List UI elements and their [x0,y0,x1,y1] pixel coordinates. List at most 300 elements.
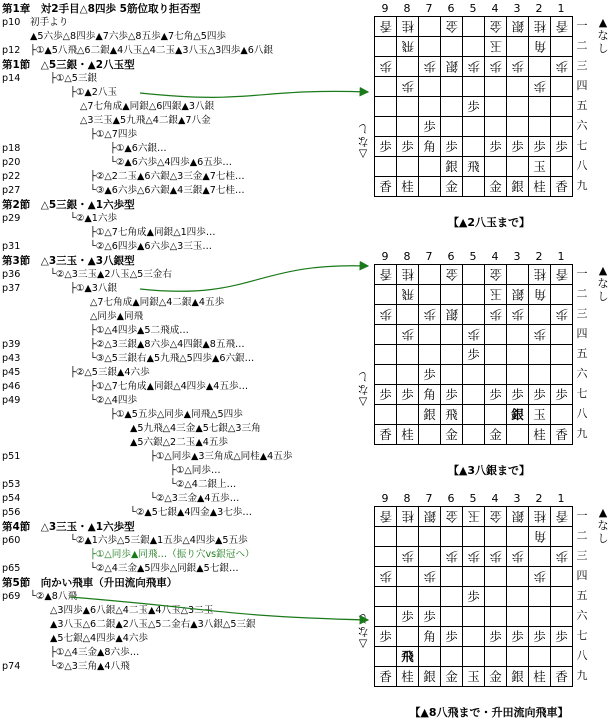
board-square: 金 [441,425,463,445]
board-square: 金 [441,177,463,197]
board-square: 銀 [507,285,529,305]
shogi-board [357,492,609,690]
board-square [419,265,441,285]
rank-label: 二 [576,39,588,52]
board-square: 歩 [529,567,551,587]
board-square [397,117,419,137]
board-square: 歩 [529,627,551,647]
board-square: 香 [551,17,573,37]
board-square [463,647,485,667]
board-square [551,567,573,587]
rank-label: 六 [576,609,588,622]
rank-label: 二 [576,287,588,300]
board-square: 玉 [463,667,485,687]
board-square [507,365,529,385]
board-square: 歩 [419,567,441,587]
board-square [419,587,441,607]
board-square [441,607,463,627]
board-square: 玉 [529,157,551,177]
board-square: 歩 [551,547,573,567]
board-square: 玉 [485,285,507,305]
hand-char: △ [358,396,368,409]
board-square [419,345,441,365]
sente-hand [596,16,610,55]
section-heading: 第2節 △5三銀・▲1六歩型 [2,199,135,211]
variation-line: └②△4二銀上… [170,479,237,490]
page-ref: p20 [2,157,21,168]
board-square [485,567,507,587]
board-square: 銀 [419,507,441,527]
board-square [463,177,485,197]
gote-hand [356,122,370,161]
variation-line: ├①△同歩▲3三角成△同桂▲4五歩 [150,451,293,462]
shogi-board [357,2,609,200]
rank-labels [575,16,589,196]
board-square [551,37,573,57]
board-square: 飛 [397,647,419,667]
board-square [551,527,573,547]
file-label: 1 [557,492,565,505]
board-square [507,325,529,345]
board-caption: 【▲8八飛まで・升田流向飛車】 [409,706,569,719]
board-square [397,97,419,117]
board-square: 銀 [507,405,529,425]
variation-line: ▲3八玉△6二銀▲2八玉△5二金右▲3八銀△5三銀 [50,619,256,630]
page-ref: p27 [2,185,21,196]
board-square: 歩 [507,627,529,647]
board-square [551,607,573,627]
board-square: 金 [441,265,463,285]
board-square: 香 [375,17,397,37]
board-square [375,607,397,627]
rank-label: 七 [576,139,588,152]
board-square [375,587,397,607]
variation-line: └②△3三玉▲2八玉△5三金右 [50,269,172,280]
rank-label: 三 [576,549,588,562]
file-label: 5 [469,492,477,505]
variation-line: └②▲1六歩△5三銀▲1五歩△4四歩▲5五歩 [70,535,248,546]
variation-line: ▲5六銀△2二玉▲4五歩 [130,437,229,448]
board-square [397,305,419,325]
board-square [485,647,507,667]
board-square: 桂 [529,177,551,197]
board-square [375,345,397,365]
board-square: 銀 [419,405,441,425]
board-square [375,405,397,425]
board-square: 桂 [529,17,551,37]
board-square [463,37,485,57]
board-square: 金 [485,265,507,285]
board-square: 角 [419,627,441,647]
board-square: 歩 [375,627,397,647]
file-label: 7 [425,492,433,505]
variation-line: △7七角成▲同銀△4二銀▲4五歩 [90,297,225,308]
page-ref: p10 [2,17,21,28]
rank-label: 六 [576,367,588,380]
page-ref: p60 [2,535,21,546]
board-square [441,365,463,385]
hand-char: し [357,370,369,383]
board-square [419,37,441,57]
section-heading: 第4節 △3三玉・▲1六歩型 [2,521,135,533]
board-square [507,425,529,445]
board-square: 歩 [551,137,573,157]
variation-line: ├①▲6六銀… [110,143,167,154]
variation-line: └②△3三金▲4五歩… [150,493,240,504]
board-square [485,117,507,137]
board-square [375,117,397,137]
file-label: 2 [535,250,543,263]
board-square [551,77,573,97]
board-square: 玉 [485,37,507,57]
page-ref: p65 [2,563,21,574]
file-label: 1 [557,250,565,263]
board-square [397,527,419,547]
board-square: 香 [551,425,573,445]
board-square [551,365,573,385]
page-ref: p39 [2,339,21,350]
board-square: 歩 [485,627,507,647]
variation-line: △3三玉▲5九飛△4二銀▲7八金 [80,115,211,126]
variation-line: ├②△2二玉▲6六銀△3三金▲7七桂… [90,171,245,182]
rank-label: 七 [576,387,588,400]
board-square [397,365,419,385]
file-label: 4 [491,492,499,505]
board-square [419,547,441,567]
board-square: 銀 [507,177,529,197]
board-square: 歩 [463,325,485,345]
board-square [463,527,485,547]
board-square [419,77,441,97]
variation-line: ├②△5三銀▲4六歩 [70,367,150,378]
board-square [419,527,441,547]
board-square: 桂 [529,425,551,445]
page-ref: p51 [2,451,21,462]
board-square [529,607,551,627]
board-square [551,117,573,137]
board-grid [374,264,573,445]
board-square: 歩 [419,305,441,325]
board-square: 桂 [529,507,551,527]
board-square: 玉 [529,405,551,425]
variation-line: ├①△7四歩 [90,129,138,140]
variation-line: ├①▲5五歩△同歩▲同飛△5四歩 [110,409,243,420]
board-square: 歩 [507,385,529,405]
variation-line: └②△4四歩 [90,395,138,406]
board-square: 歩 [485,137,507,157]
board-square: 歩 [529,385,551,405]
rank-label: 五 [576,589,588,602]
board-square: 香 [375,425,397,445]
board-square [463,137,485,157]
board-square [507,567,529,587]
file-label: 2 [535,492,543,505]
board-square [419,97,441,117]
variation-line: └②△4三金▲5四歩△同銀▲5七銀… [90,563,239,574]
board-square: 桂 [397,507,419,527]
board-square: 角 [529,37,551,57]
file-label: 3 [513,2,521,15]
file-labels [374,250,574,264]
board-square [551,345,573,365]
rank-label: 八 [576,159,588,172]
board-square: 歩 [529,77,551,97]
hand-char: ▲ [598,506,608,519]
board-square: 歩 [485,305,507,325]
board-square: 香 [375,177,397,197]
board-square: 飛 [463,157,485,177]
file-label: 4 [491,250,499,263]
board-square [551,325,573,345]
board-square: 歩 [485,57,507,77]
page-ref: p49 [2,395,21,406]
variation-line: ├①△4四歩▲5二飛成… [90,325,189,336]
board-square: 香 [551,177,573,197]
board-square [397,567,419,587]
board-square: 歩 [529,137,551,157]
board-square: 歩 [485,385,507,405]
hand-char: な [597,519,609,532]
rank-label: 三 [576,307,588,320]
page-ref: p37 [2,283,21,294]
board-square: 金 [485,177,507,197]
board-square: 香 [375,667,397,687]
file-label: 3 [513,250,521,263]
board-square: 歩 [463,587,485,607]
variation-line: └②▲1六歩 [70,213,118,224]
hand-char: △ [358,148,368,161]
board-square: 桂 [529,667,551,687]
rank-label: 一 [576,509,588,522]
board-square [551,157,573,177]
file-label: 3 [513,492,521,505]
board-square [485,325,507,345]
section-heading: 第1節 △5三銀・▲2八玉型 [2,59,135,71]
hand-char: な [357,135,369,148]
board-square: 歩 [397,607,419,627]
board-square [551,285,573,305]
hand-char: △ [358,638,368,651]
board-square [419,325,441,345]
page-ref: p14 [2,73,21,84]
board-square: 桂 [397,17,419,37]
file-label: 4 [491,2,499,15]
variation-line: △3四歩▲6八銀△4二玉▲4八玉△3二玉 [50,605,214,616]
board-square [375,77,397,97]
board-square [463,627,485,647]
rank-label: 六 [576,119,588,132]
board-square [397,627,419,647]
board-square [375,285,397,305]
board-square [397,157,419,177]
board-square: 歩 [485,547,507,567]
file-label: 6 [447,2,455,15]
page-ref: p53 [2,479,21,490]
gote-hand [356,370,370,409]
board-square: 歩 [441,627,463,647]
sente-hand [596,506,610,545]
rank-label: 四 [576,79,588,92]
board-square [485,587,507,607]
board-square: 銀 [441,57,463,77]
board-square [397,587,419,607]
page-ref: p56 [2,507,21,518]
board-square: 歩 [419,117,441,137]
board-square: 金 [441,507,463,527]
board-square [485,345,507,365]
board-square [485,365,507,385]
page-ref: p54 [2,493,21,504]
file-labels [374,2,574,16]
board-square: 金 [485,17,507,37]
board-square: 歩 [375,567,397,587]
board-square [485,527,507,547]
board-square: 歩 [397,77,419,97]
page-ref: p31 [2,241,21,252]
board-square [485,157,507,177]
board-square: 歩 [397,137,419,157]
hand-char: な [597,277,609,290]
board-square: 飛 [441,405,463,425]
variation-line: ▲5六歩△8四歩▲7六歩△8五歩▲7七角△5四歩 [30,31,227,42]
variation-line: ├①△7七角成▲同銀△4四歩▲4五歩… [90,381,249,392]
rank-label: 七 [576,629,588,642]
board-square [419,647,441,667]
section-heading: 第1章 対2手目△8四歩 5筋位取り拒否型 [2,3,201,15]
page-ref: p43 [2,353,21,364]
board-square: 金 [485,667,507,687]
board-square [529,305,551,325]
rank-labels [575,506,589,686]
board-square [507,77,529,97]
board-grid [374,506,573,687]
board-square: 歩 [507,305,529,325]
board-square [397,405,419,425]
rank-label: 四 [576,569,588,582]
rank-label: 九 [576,669,588,682]
page-ref: p46 [2,381,21,392]
variation-line: ├①△5三銀 [50,73,98,84]
gote-hand [356,612,370,651]
hand-char: ▲ [598,16,608,29]
board-square: 香 [551,265,573,285]
rank-label: 八 [576,649,588,662]
variation-line: ├①▲3八銀 [70,283,118,294]
board-square [463,285,485,305]
board-square [375,547,397,567]
board-square: 香 [375,265,397,285]
variation-line: ├①△同歩▲同飛…（振り穴vs銀冠へ） [90,549,255,560]
board-square: 桂 [397,425,419,445]
page-ref: p36 [2,269,21,280]
board-square [507,587,529,607]
rank-label: 一 [576,19,588,32]
board-square: 歩 [441,137,463,157]
variation-line: ├①△4三金▲8六歩… [50,647,140,658]
board-square [507,527,529,547]
file-label: 9 [381,2,389,15]
rank-label: 五 [576,99,588,112]
board-square: 桂 [397,265,419,285]
board-square: 歩 [463,547,485,567]
hand-char: ▲ [598,264,608,277]
board-square: 銀 [441,157,463,177]
board-square [441,97,463,117]
file-label: 5 [469,2,477,15]
board-square [375,157,397,177]
board-square: 香 [551,667,573,687]
board-square [463,607,485,627]
board-square [507,37,529,57]
board-square: 角 [419,137,441,157]
variation-line: 初手より [30,17,69,28]
board-square [463,425,485,445]
board-square: 歩 [507,57,529,77]
board-square: 銀 [507,17,529,37]
rank-label: 九 [576,427,588,440]
page-ref: p18 [2,143,21,154]
variation-line: ├②△3三銀▲8六歩△4四銀▲8五飛… [90,339,245,350]
variation-line: ├①△7七角成▲同銀△1四歩… [90,227,216,238]
hand-char: な [357,625,369,638]
board-square [507,345,529,365]
board-square [419,177,441,197]
sente-hand [596,264,610,303]
board-square [529,365,551,385]
rank-label: 二 [576,529,588,542]
shogi-board [357,250,609,448]
board-caption: 【▲2八玉まで】 [447,216,531,229]
board-square: 歩 [507,137,529,157]
board-square [397,345,419,365]
file-label: 1 [557,2,565,15]
file-label: 7 [425,250,433,263]
board-square [551,97,573,117]
board-square: 歩 [507,547,529,567]
board-square [463,265,485,285]
variation-line: └③▲6六歩△6六銀▲4三銀▲7七桂… [90,185,245,196]
board-square: 歩 [397,325,419,345]
board-square [463,385,485,405]
board-square [463,567,485,587]
board-square: 歩 [397,385,419,405]
variation-line: ├①△同歩… [170,465,221,476]
board-square [529,117,551,137]
section-heading: 第3節 △3三玉・▲3八銀型 [2,255,135,267]
board-square [507,265,529,285]
board-square [419,285,441,305]
board-square [419,17,441,37]
board-square [507,607,529,627]
board-square: 桂 [397,177,419,197]
variation-line: △同歩▲同飛 [90,311,144,322]
rank-label: 九 [576,179,588,192]
board-square [375,527,397,547]
board-square: 歩 [529,325,551,345]
page-ref: p22 [2,171,21,182]
page-ref: p45 [2,367,21,378]
board-square: 歩 [463,97,485,117]
board-square [507,157,529,177]
board-square: 歩 [375,57,397,77]
board-square [463,17,485,37]
variation-line: ▲5七銀△4四歩▲4六歩 [50,633,149,644]
variation-line: └②▲8八飛 [30,591,78,602]
board-square: 歩 [463,345,485,365]
board-square [485,405,507,425]
hand-char: し [357,612,369,625]
board-square: 歩 [375,305,397,325]
